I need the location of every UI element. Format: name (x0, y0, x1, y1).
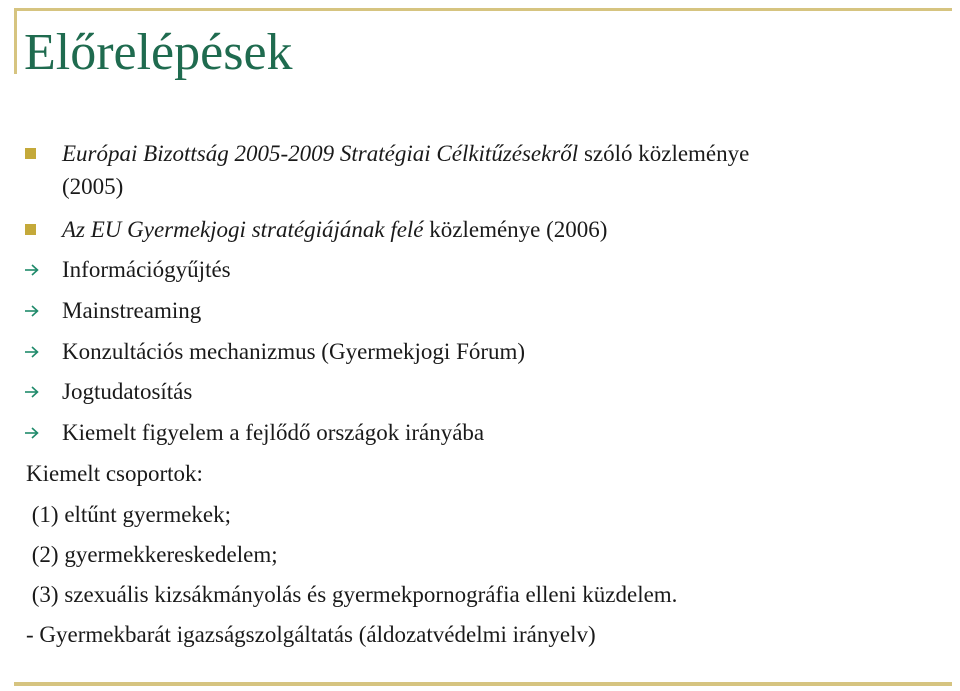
bullet-item-strategy-italic: Európai Bizottság 2005-2009 Stratégiai Célkitűzésekről (62, 141, 579, 166)
square-bullet-icon (25, 224, 36, 235)
top-border-rule (14, 8, 952, 11)
arrow-item-awareness: Jogtudatosítás (62, 379, 193, 404)
priority-group-1: (1) eltűnt gyermekek; (26, 502, 232, 527)
bottom-border-rule (14, 682, 952, 686)
arrow-right-icon (24, 344, 40, 360)
bullet-item-eu-strategy-normal: közleménye (2006) (423, 217, 608, 242)
slide-title: Előrelépések (24, 24, 293, 81)
arrow-item-consultation: Konzultációs mechanizmus (Gyermekjogi Fórum) (62, 339, 526, 364)
left-border-rule (14, 8, 17, 74)
priority-group-2: (2) gyermekkereskedelem; (26, 542, 278, 567)
arrow-right-icon (24, 425, 40, 441)
arrow-item-mainstreaming: Mainstreaming (62, 298, 202, 323)
square-bullet-icon (25, 148, 36, 159)
priority-groups-heading: Kiemelt csoportok: (26, 461, 203, 486)
arrow-item-developing-countries: Kiemelt figyelem a fejlődő országok irányába (62, 420, 485, 445)
bullet-item-eu-strategy (62, 215, 607, 245)
bullet-item-strategy-normal: szóló közleménye (578, 141, 750, 166)
arrow-right-icon (24, 262, 40, 278)
arrow-right-icon (24, 384, 40, 400)
arrow-right-icon (24, 303, 40, 319)
arrow-item-information: Információgyűjtés (62, 257, 231, 282)
bullet-item-strategy (62, 139, 749, 169)
bullet-item-eu-strategy-italic: Az EU Gyermekjogi stratégiájának felé (62, 217, 424, 242)
child-friendly-justice-line: - Gyermekbarát igazságszolgáltatás (áldozatvédelmi irányelv) (26, 622, 596, 647)
priority-group-3: (3) szexuális kizsákmányolás és gyermekpornográfia elleni küzdelem. (26, 582, 678, 607)
bullet-item-strategy-continuation: (2005) (62, 174, 124, 199)
